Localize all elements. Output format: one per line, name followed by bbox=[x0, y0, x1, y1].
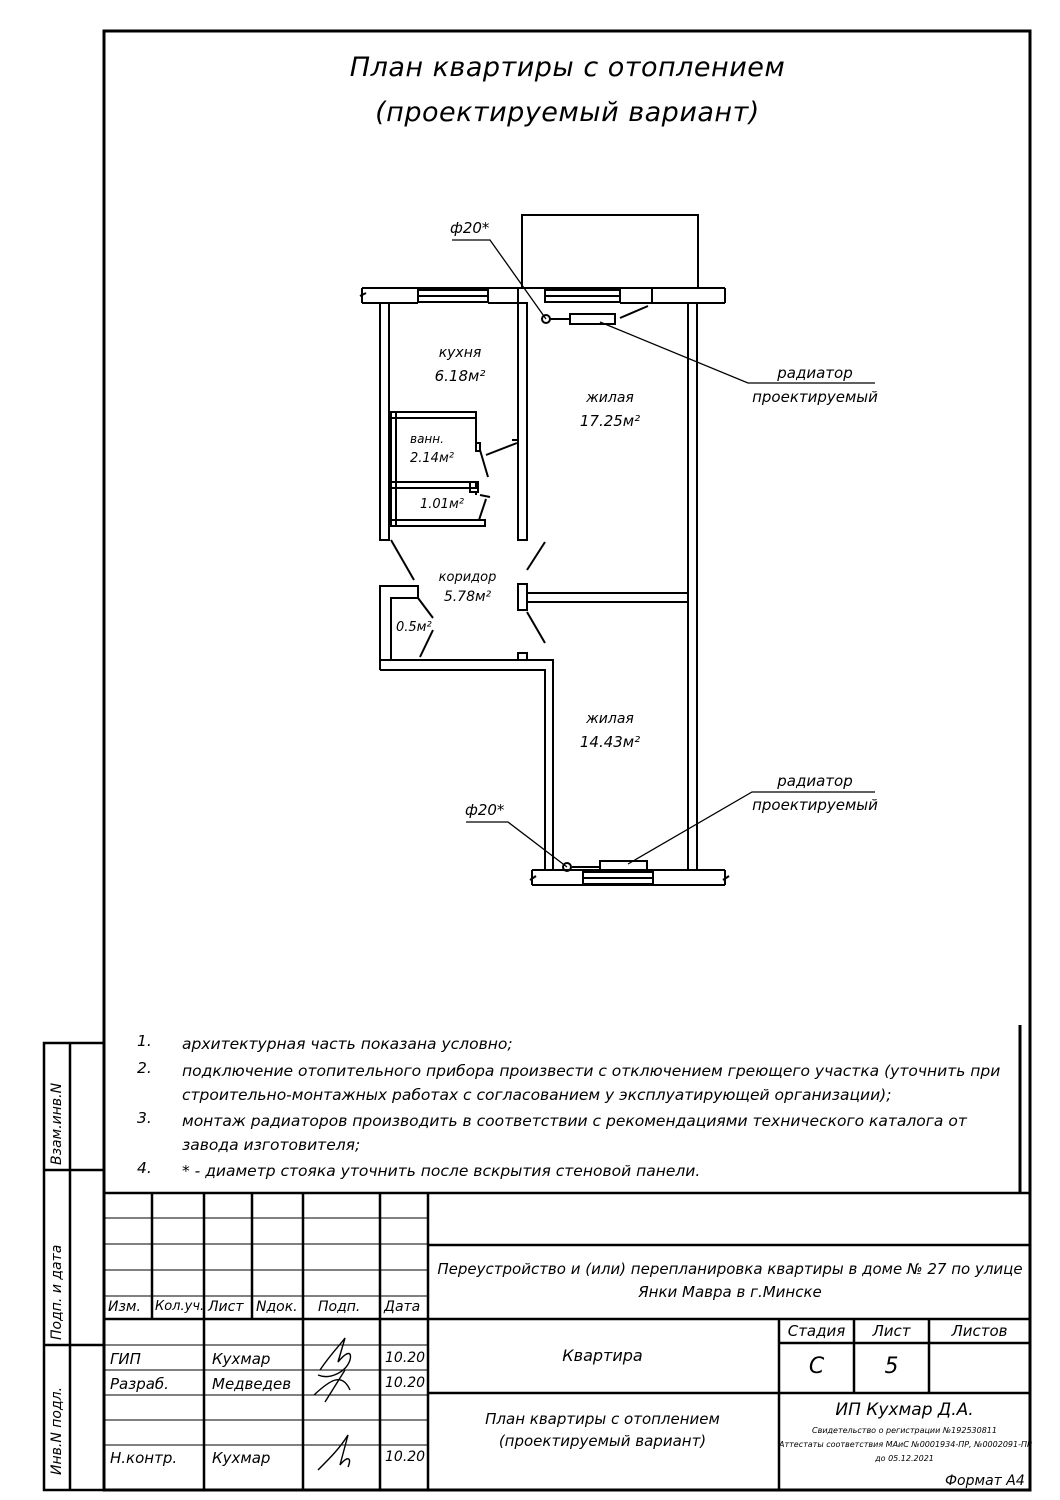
room-area-bath: 2.14м² bbox=[410, 451, 454, 466]
note-2-text: подключение отопительного прибора произвести с отключением греющего участка (уточнить при строительно-монтажных работах с согласованием у эксплуатирующей организации); bbox=[182, 1062, 1001, 1104]
apartment-plan bbox=[360, 215, 729, 885]
stamp-name-gip: Кухмар bbox=[212, 1350, 271, 1368]
stamp-role-razrab: Разраб. bbox=[110, 1375, 169, 1393]
stamp-date-razrab: 10.20 bbox=[385, 1375, 426, 1391]
room-area-corridor: 5.78м² bbox=[443, 589, 492, 605]
room-area-wc: 1.01м² bbox=[420, 497, 464, 512]
stamp-header-podp: Подп. bbox=[318, 1299, 361, 1315]
room-area-kitchen: 6.18м² bbox=[434, 367, 486, 385]
room-area-living-1: 17.25м² bbox=[579, 412, 641, 430]
radiator-bottom-label-2: проектируемый bbox=[752, 796, 878, 814]
side-label-vzam: Взам.инв.N bbox=[49, 1082, 65, 1165]
pipe-label-top: ф20* bbox=[450, 219, 490, 237]
stamp-sheet-title: План квартиры с отоплением (проектируемый вариант) bbox=[485, 1410, 720, 1450]
stamp-date-nkontr: 10.20 bbox=[385, 1449, 426, 1465]
stamp-header-list: Лист bbox=[208, 1299, 244, 1315]
stamp-name-nkontr: Кухмар bbox=[212, 1449, 271, 1467]
title-line-1: План квартиры с отоплением bbox=[349, 52, 786, 83]
pipe-label-bottom: ф20* bbox=[465, 801, 505, 819]
room-area-closet: 0.5м² bbox=[396, 620, 432, 635]
stamp-role-gip: ГИП bbox=[110, 1350, 141, 1368]
radiator-top-label-1: радиатор bbox=[777, 364, 853, 382]
room-name-kitchen: кухня bbox=[438, 345, 482, 361]
stamp-role-nkontr: Н.контр. bbox=[110, 1449, 178, 1467]
room-name-living-1: жилая bbox=[586, 390, 634, 406]
radiator-bottom-label-1: радиатор bbox=[777, 772, 853, 790]
room-name-living-2: жилая bbox=[586, 711, 634, 727]
note-4-number: 4. bbox=[137, 1159, 152, 1177]
note-1-text: архитектурная часть показана условно; bbox=[182, 1035, 513, 1053]
note-2-number: 2. bbox=[137, 1059, 152, 1077]
stamp-header-data: Дата bbox=[384, 1299, 421, 1315]
stamp-header-kol: Кол.уч. bbox=[155, 1299, 205, 1314]
signature-nkontr bbox=[318, 1435, 350, 1470]
stamp-project-title: Переустройство и (или) перепланировка квартиры в доме № 27 по улице Янки Мавра в г.Минске bbox=[437, 1260, 1023, 1301]
radiator-top bbox=[570, 314, 615, 324]
stamp-stage-label: Стадия bbox=[787, 1322, 846, 1340]
room-name-bath: ванн. bbox=[410, 432, 444, 446]
format-label: Формат А4 bbox=[945, 1473, 1025, 1489]
stamp-stage-value: С bbox=[808, 1354, 825, 1379]
side-label-podp: Подп. и дата bbox=[49, 1244, 65, 1340]
stamp-header-ndok: Nдок. bbox=[256, 1299, 298, 1315]
stamp-object: Квартира bbox=[562, 1346, 643, 1365]
note-1-number: 1. bbox=[137, 1032, 152, 1050]
stamp-sheet-label: Лист bbox=[872, 1322, 911, 1340]
title-line-2: (проектируемый вариант) bbox=[375, 97, 760, 128]
note-3-number: 3. bbox=[137, 1109, 152, 1127]
side-label-inv: Инв.N подл. bbox=[49, 1386, 65, 1475]
stamp-cert-3: до 05.12.2021 bbox=[875, 1454, 934, 1463]
stamp-name-razrab: Медведев bbox=[212, 1375, 292, 1393]
stamp-sheets-label: Листов bbox=[951, 1322, 1008, 1340]
note-3-text: монтаж радиаторов производить в соответствии с рекомендациями технического каталога от завода изготовителя; bbox=[182, 1112, 967, 1154]
stamp-company: ИП Кухмар Д.А. bbox=[835, 1400, 974, 1420]
room-name-corridor: коридор bbox=[438, 570, 497, 585]
stamp-cert-2: Аттестаты соответствия МАиС №0001934-ПР, №0002091-ПР bbox=[779, 1440, 1032, 1449]
stamp-sheet-value: 5 bbox=[884, 1354, 899, 1379]
stamp-date-gip: 10.20 bbox=[385, 1350, 426, 1366]
note-4-text: * - диаметр стояка уточнить после вскрытия стеновой панели. bbox=[182, 1162, 701, 1180]
balcony bbox=[522, 215, 698, 288]
stamp-header-izm: Изм. bbox=[108, 1299, 141, 1315]
radiator-top-label-2: проектируемый bbox=[752, 388, 878, 406]
stamp-cert-1: Свидетельство о регистрации №192530811 bbox=[812, 1426, 997, 1435]
room-area-living-2: 14.43м² bbox=[579, 733, 641, 751]
